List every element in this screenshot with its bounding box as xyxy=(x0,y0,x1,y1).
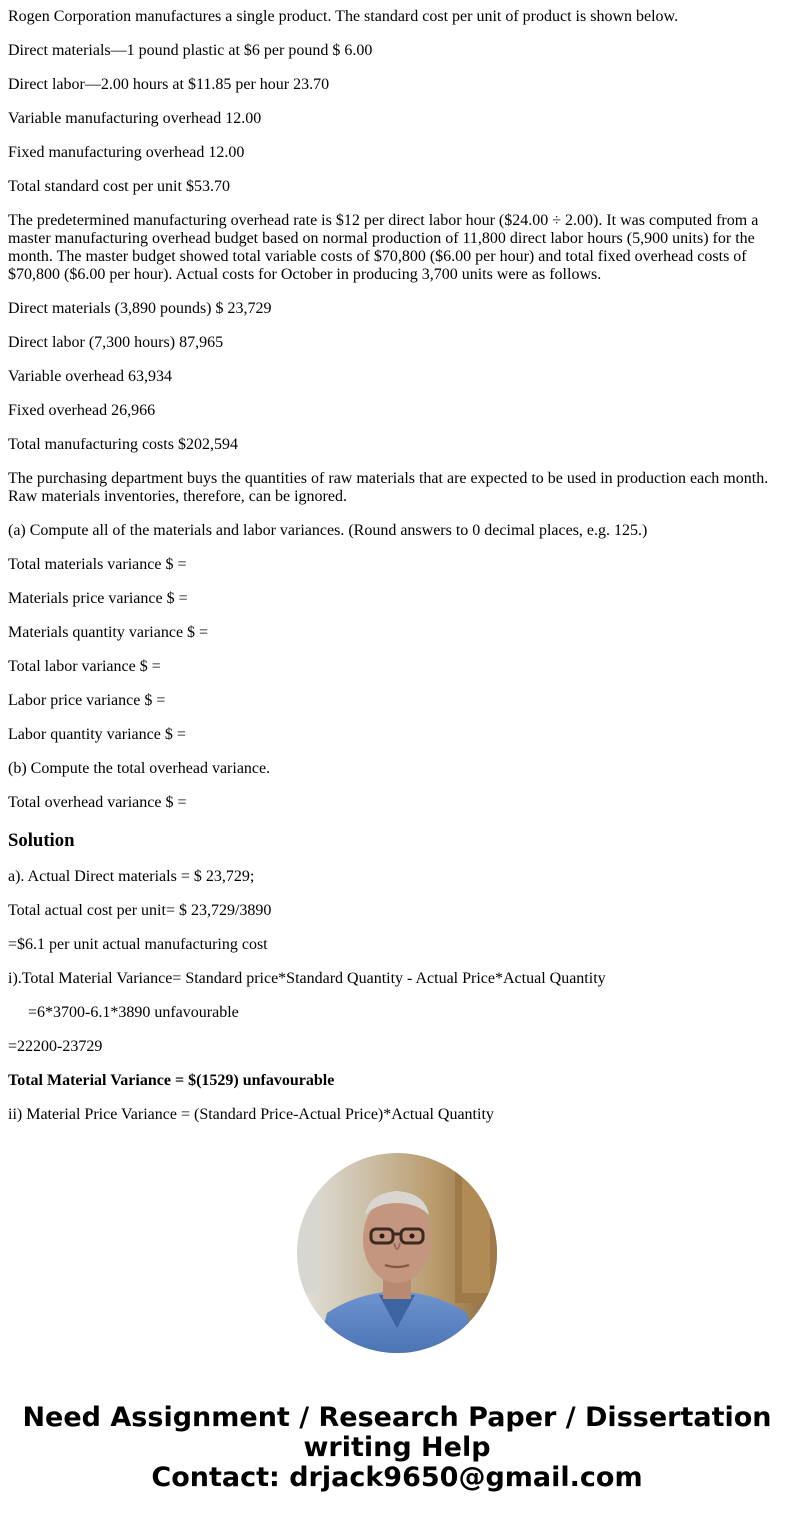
footer-contact: Contact: drjack9650@gmail.com xyxy=(151,1462,643,1493)
solution-result-bold: Total Material Variance = $(1529) unfavourable xyxy=(8,1072,335,1089)
part-b-prompt: (b) Compute the total overhead variance. xyxy=(8,760,271,777)
actual-cost-line: Fixed overhead 26,966 xyxy=(8,402,156,419)
solution-heading: Solution xyxy=(8,830,75,851)
solution-line: =22200-23729 xyxy=(8,1038,103,1055)
footer-line: Need Assignment / Research Paper / Dissertation xyxy=(22,1402,772,1433)
document-body xyxy=(8,0,786,1125)
standard-cost-line: Direct materials—1 pound plastic at $6 per pound $ 6.00 xyxy=(8,42,373,59)
actual-cost-total: Total manufacturing costs $202,594 xyxy=(8,436,238,453)
solution-line: i).Total Material Variance= Standard price*Standard Quantity - Actual Price*Actual Quantity xyxy=(8,970,606,987)
standard-cost-line: Direct labor—2.00 hours at $11.85 per hour 23.70 xyxy=(8,76,330,93)
contact-footer xyxy=(0,1403,794,1493)
question-intro: Rogen Corporation manufactures a single product. The standard cost per unit of product is shown below. xyxy=(8,8,679,25)
standard-cost-line: Fixed manufacturing overhead 12.00 xyxy=(8,144,245,161)
variance-item: Total labor variance $ = xyxy=(8,658,161,675)
solution-result xyxy=(8,1072,786,1090)
part-a-prompt: (a) Compute all of the materials and labor variances. (Round answers to 0 decimal places, e.g. 125.) xyxy=(8,522,648,539)
solution-line: =$6.1 per unit actual manufacturing cost xyxy=(8,936,268,953)
variance-item: Total materials variance $ = xyxy=(8,556,187,573)
standard-cost-total: Total standard cost per unit $53.70 xyxy=(8,178,230,195)
variance-item: Total overhead variance $ = xyxy=(8,794,187,811)
actual-cost-line: Direct labor (7,300 hours) 87,965 xyxy=(8,334,224,351)
variance-item: Materials quantity variance $ = xyxy=(8,624,209,641)
actual-cost-line: Variable overhead 63,934 xyxy=(8,368,172,385)
footer-line: writing Help xyxy=(303,1432,491,1463)
author-avatar xyxy=(297,1153,497,1353)
solution-line: a). Actual Direct materials = $ 23,729; xyxy=(8,868,255,885)
overhead-paragraph: The predetermined manufacturing overhead rate is $12 per direct labor hour ($24.00 ÷ 2.00). It was computed from a master manufacturing overhead budget based on normal production of 11,800 direct labor hours (5,900 units) for the month. The master budget showed total variable costs of $70,800 ($6.00 per hour) and total fixed overhead costs of $70,800 ($6.00 per hour). Actual costs for October in producing 3,700 units were as follows. xyxy=(8,212,759,283)
author-photo-icon xyxy=(297,1153,497,1353)
standard-cost-line: Variable manufacturing overhead 12.00 xyxy=(8,110,262,127)
purchasing-note: The purchasing department buys the quantities of raw materials that are expected to be used in production each month. Raw materials inventories, therefore, can be ignored. xyxy=(8,470,769,505)
solution-line: Total actual cost per unit= $ 23,729/3890 xyxy=(8,902,272,919)
actual-cost-line: Direct materials (3,890 pounds) $ 23,729 xyxy=(8,300,272,317)
variance-item: Materials price variance $ = xyxy=(8,590,188,607)
variance-item: Labor quantity variance $ = xyxy=(8,726,186,743)
variance-item: Labor price variance $ = xyxy=(8,692,166,709)
solution-line: ii) Material Price Variance = (Standard Price-Actual Price)*Actual Quantity xyxy=(8,1106,494,1123)
solution-indented-line: =6*3700-6.1*3890 unfavourable xyxy=(28,1004,239,1021)
